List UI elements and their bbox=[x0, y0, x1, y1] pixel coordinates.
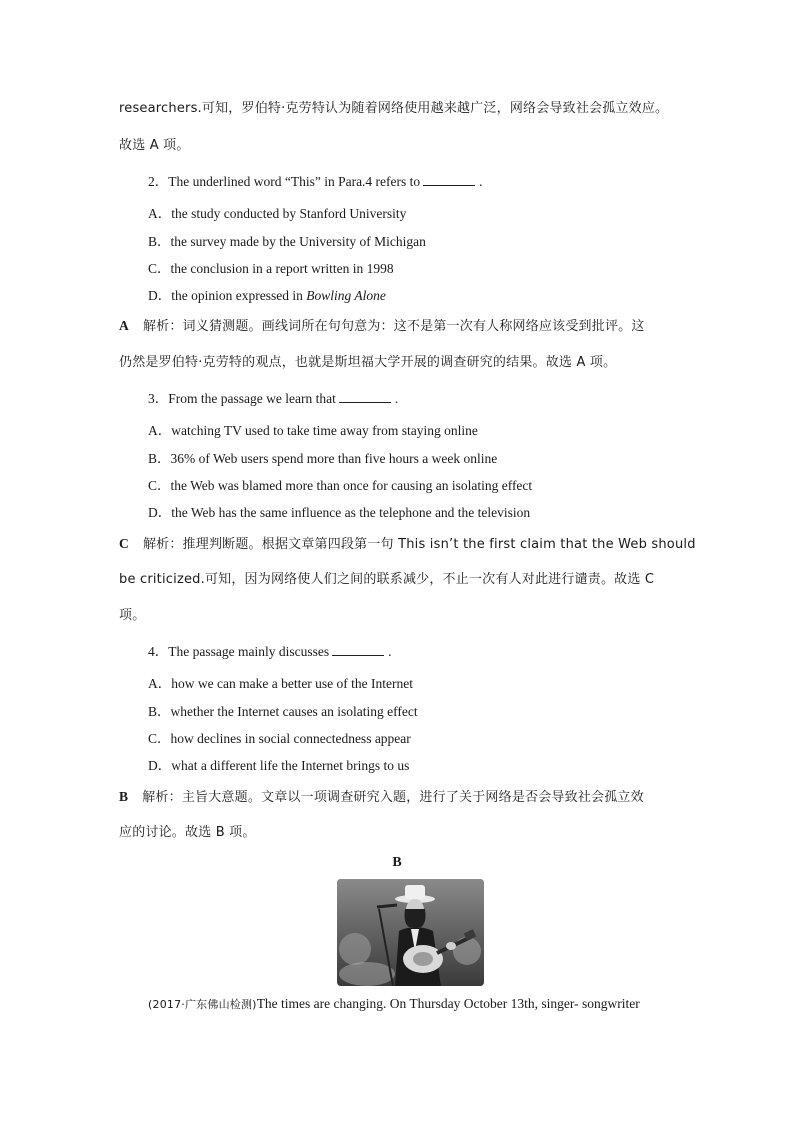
passage-text: The times are changing. On Thursday October 13th, singer- songwriter bbox=[256, 996, 640, 1011]
q3-stem-text: 3．From the passage we learn that bbox=[148, 391, 336, 406]
q2-option-c: C．the conclusion in a report written in 1998 bbox=[148, 261, 394, 276]
passage-b-first-line bbox=[148, 995, 640, 1014]
q2-answer-blank bbox=[423, 173, 475, 186]
q4-answer-blank bbox=[332, 643, 384, 656]
q4-stem-end: . bbox=[388, 644, 392, 659]
q2-stem-end: . bbox=[479, 174, 483, 189]
q3-option-c: C．the Web was blamed more than once for causing an isolating effect bbox=[148, 478, 533, 493]
q4-stem bbox=[148, 643, 391, 661]
q3-option-b: B．36% of Web users spend more than five hours a week online bbox=[148, 451, 498, 466]
q3-answer-letter: C bbox=[119, 536, 129, 551]
q4-explanation-line-1 bbox=[119, 788, 644, 807]
q2-stem bbox=[148, 173, 483, 191]
passage-source: (2017·广东佛山检测) bbox=[148, 998, 257, 1011]
q4-option-d: D．what a different life the Internet brings to us bbox=[148, 758, 410, 773]
q2-option-b: B．the survey made by the University of Michigan bbox=[148, 234, 426, 249]
q3-answer-blank bbox=[339, 390, 391, 403]
q3-stem-end: . bbox=[394, 391, 399, 406]
q2-explanation-line-2: 仍然是罗伯特·克劳特的观点，也就是斯坦福大学开展的调查研究的结果。故选 A 项。 bbox=[119, 355, 617, 370]
q4-stem-text: 4．The passage mainly discusses bbox=[148, 644, 330, 659]
section-heading: B bbox=[392, 855, 402, 870]
singer-guitarist-photo bbox=[337, 879, 484, 986]
q2-option-a: A．the study conducted by Stanford University bbox=[148, 206, 407, 221]
q2-option-d-text: D．the opinion expressed in bbox=[148, 288, 303, 303]
q3-explanation-text: 解析：推理判断题。根据文章第四段第一句 This isn’t the first claim that the Web should bbox=[142, 537, 696, 552]
q3-explanation-line-2: be criticized.可知，因为网络使人们之间的联系减少，不止一次有人对此进行谴责。故选 C bbox=[119, 572, 655, 587]
q4-option-b: B．whether the Internet causes an isolating effect bbox=[148, 704, 418, 719]
q4-option-c: C．how declines in social connectedness appear bbox=[148, 731, 411, 746]
q4-option-a: A．how we can make a better use of the Internet bbox=[148, 676, 414, 691]
q4-explanation-text: 解析：主旨大意题。文章以一项调查研究入题，进行了关于网络是否会导致社会孤立效 bbox=[142, 790, 644, 805]
q3-explanation-line-1 bbox=[119, 535, 696, 554]
q4-answer-letter: B bbox=[119, 789, 129, 804]
q2-option-d-book-title: Bowling Alone bbox=[306, 288, 386, 303]
q4-explanation-line-2: 应的讨论。故选 B 项。 bbox=[119, 825, 256, 840]
q3-option-d: D．the Web has the same influence as the telephone and the television bbox=[148, 505, 531, 520]
q2-explanation-line-1 bbox=[119, 317, 645, 336]
q1-explanation-line-1: researchers.可知，罗伯特·克劳特认为随着网络使用越来越广泛，网络会导致社会孤立效应。 bbox=[119, 101, 669, 116]
q3-explanation-line-3: 项。 bbox=[119, 608, 146, 623]
q2-answer-letter: A bbox=[119, 318, 129, 333]
q3-stem bbox=[148, 390, 398, 408]
q3-option-a: A．watching TV used to take time away from staying online bbox=[148, 423, 478, 438]
q2-stem-text: 2．The underlined word “This” in Para.4 refers to bbox=[148, 174, 421, 189]
q2-explanation-text: 解析：词义猜测题。画线词所在句句意为：这不是第一次有人称网络应该受到批评。这 bbox=[142, 319, 645, 334]
q2-option-d bbox=[148, 287, 386, 305]
q1-explanation-line-2: 故选 A 项。 bbox=[119, 138, 190, 153]
